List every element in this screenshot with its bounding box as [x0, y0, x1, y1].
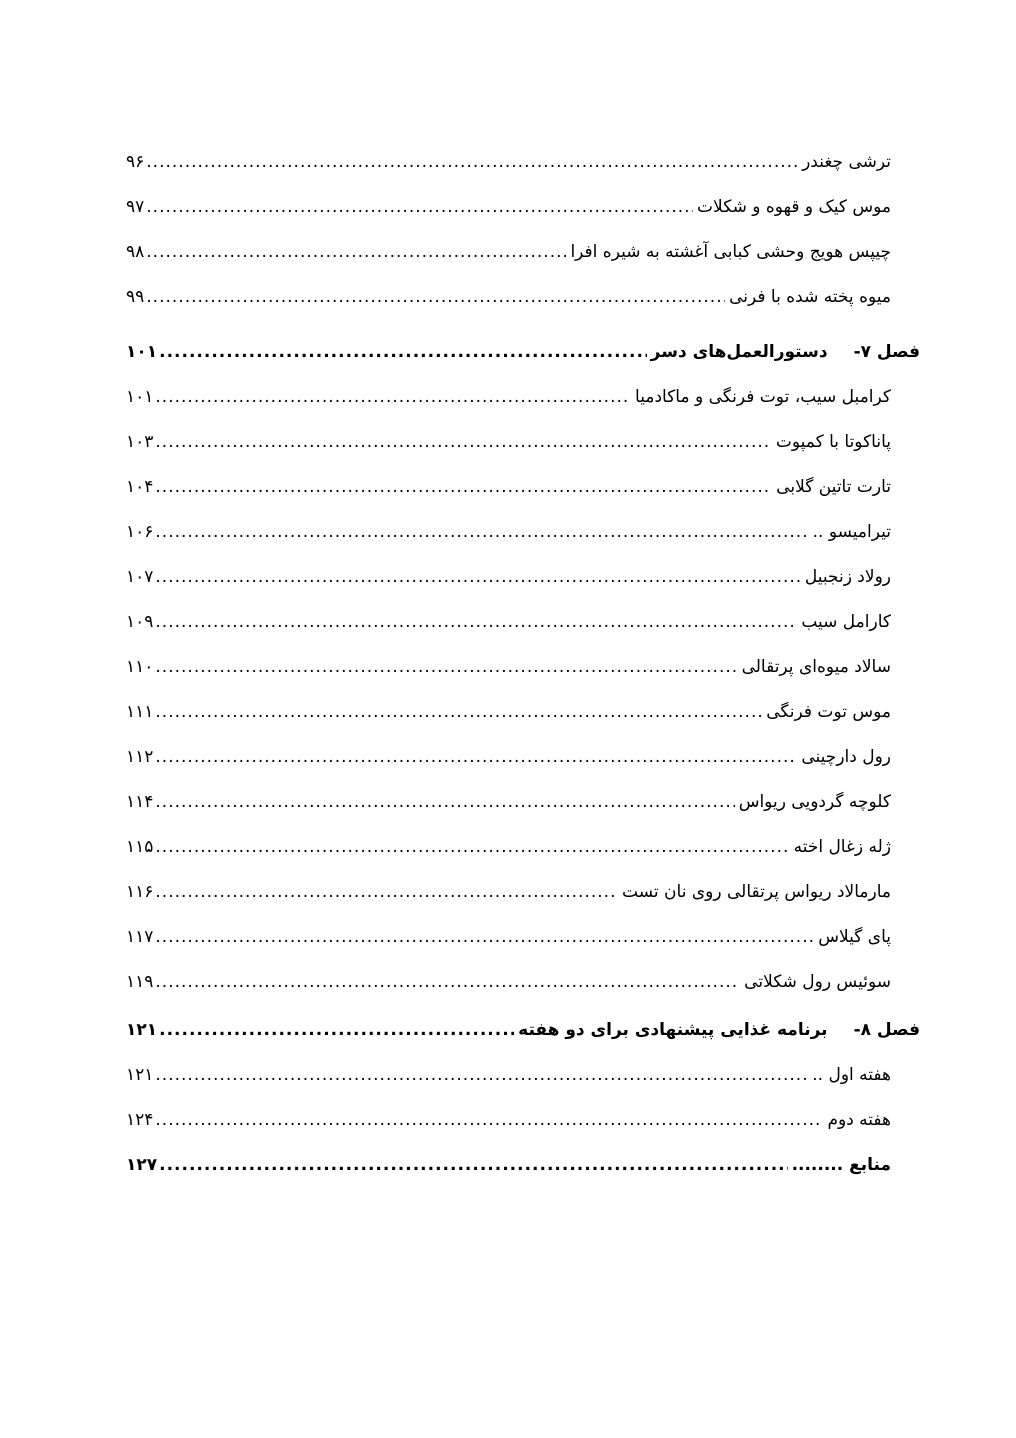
- dot-leader: [146, 235, 566, 269]
- dot-leader: [155, 695, 762, 729]
- dot-leader: [155, 560, 800, 594]
- toc-sources[interactable]: [126, 1148, 891, 1182]
- toc-chapter-7[interactable]: [126, 335, 920, 369]
- dot-leader: [146, 145, 798, 179]
- toc-entry-page: ۱۲۱: [126, 1065, 154, 1085]
- toc-entry[interactable]: [126, 235, 891, 269]
- toc-entry[interactable]: [126, 1103, 891, 1137]
- sources-title: منابع ........: [791, 1155, 891, 1175]
- dot-leader: [155, 1058, 808, 1092]
- toc-entry-page: ۹۹: [126, 287, 145, 307]
- toc-entry-page: ۱۰۷: [126, 567, 154, 587]
- dot-leader: [155, 470, 772, 504]
- toc-entry-title: پاناکوتا با کمپوت: [775, 432, 891, 452]
- toc-entry-page: ۱۰۳: [126, 432, 154, 452]
- toc-entry-title: رولاد زنجبیل: [804, 567, 891, 587]
- toc-entry-title: رول دارچینی: [801, 747, 891, 767]
- dot-leader: [155, 740, 797, 774]
- toc-entry-title: هفته دوم: [827, 1110, 891, 1130]
- dot-leader: [146, 190, 693, 224]
- toc-entry-title: تیرامیسو ..: [812, 522, 891, 542]
- toc-entry[interactable]: [126, 920, 891, 954]
- toc-entry-title: سوئیس رول شکلاتی: [744, 972, 891, 992]
- toc-entry[interactable]: [126, 425, 891, 459]
- toc-entry[interactable]: [126, 280, 891, 314]
- toc-entry-title: میوه پخته شده با فرنی: [729, 287, 891, 307]
- toc-entry-page: ۹۶: [126, 152, 145, 172]
- toc-entry[interactable]: [126, 515, 891, 549]
- toc-entry-title: چیپس هویج وحشی کبابی آغشته به شیره افرا: [570, 242, 891, 262]
- chapter-page: ۱۲۱: [126, 1020, 158, 1040]
- toc-entry-page: ۹۸: [126, 242, 145, 262]
- dot-leader: [155, 605, 797, 639]
- chapter-page: ۱۰۱: [126, 342, 158, 362]
- toc-entry[interactable]: [126, 875, 891, 909]
- toc-entry-page: ۱۱۵: [126, 837, 154, 857]
- toc-entry[interactable]: [126, 740, 891, 774]
- toc-entry-title: ترشی چغندر: [802, 152, 891, 172]
- dot-leader: [155, 1103, 823, 1137]
- toc-entry[interactable]: [126, 560, 891, 594]
- chapter-title: دستورالعمل‌های دسر: [650, 342, 828, 362]
- dot-leader: [159, 1148, 787, 1182]
- toc-entry[interactable]: [126, 380, 891, 414]
- dot-leader: [146, 280, 725, 314]
- toc-entry[interactable]: [126, 605, 891, 639]
- toc-entry-page: ۱۲۴: [126, 1110, 154, 1130]
- dot-leader: [155, 875, 618, 909]
- toc-entry[interactable]: [126, 695, 891, 729]
- sources-page: ۱۲۷: [126, 1155, 158, 1175]
- dot-leader: [155, 515, 808, 549]
- toc-entry-title: پای گیلاس: [818, 927, 891, 947]
- chapter-number: فصل ۸-: [853, 1020, 920, 1040]
- toc-entry-page: ۱۱۲: [126, 747, 154, 767]
- dot-leader: [155, 650, 737, 684]
- toc-entry[interactable]: [126, 470, 891, 504]
- toc-entry-title: کرامبل سیب، توت فرنگی و ماکادمیا: [635, 387, 891, 407]
- dot-leader: [155, 965, 740, 999]
- toc-entry-page: ۱۰۱: [126, 387, 154, 407]
- toc-entry-page: ۱۱۱: [126, 702, 154, 722]
- dot-leader: [159, 1013, 514, 1047]
- toc-entry-title: موس توت فرنگی: [766, 702, 891, 722]
- toc-chapter-8[interactable]: [126, 1013, 920, 1047]
- toc-entry-title: سالاد میوه‌ای پرتقالی: [741, 657, 891, 677]
- dot-leader: [155, 425, 771, 459]
- chapter-number: فصل ۷-: [853, 342, 920, 362]
- toc-entry[interactable]: [126, 965, 891, 999]
- toc-entry-page: ۹۷: [126, 197, 145, 217]
- toc-entry-page: ۱۱۴: [126, 792, 154, 812]
- toc-entry-title: کارامل سیب: [801, 612, 891, 632]
- toc-entry[interactable]: [126, 190, 891, 224]
- toc-entry-title: موس کیک و قهوه و شکلات: [697, 197, 891, 217]
- toc-entry[interactable]: [126, 145, 891, 179]
- dot-leader: [155, 920, 814, 954]
- toc-entry-page: ۱۱۶: [126, 882, 154, 902]
- toc-entry[interactable]: [126, 830, 891, 864]
- toc-entry-page: ۱۱۷: [126, 927, 154, 947]
- toc-entry-title: تارت تاتین گلابی: [776, 477, 891, 497]
- toc-entry-title: کلوچه گردویی ریواس: [738, 792, 891, 812]
- dot-leader: [155, 785, 734, 819]
- toc-entry-page: ۱۰۹: [126, 612, 154, 632]
- toc-entry-page: ۱۰۶: [126, 522, 154, 542]
- toc-entry-title: مارمالاد ریواس پرتقالی روی نان تست: [622, 882, 891, 902]
- dot-leader: [155, 830, 789, 864]
- toc-entry[interactable]: [126, 650, 891, 684]
- dot-leader: [155, 380, 631, 414]
- dot-leader: [159, 335, 647, 369]
- toc-entry-title: هفته اول ..: [812, 1065, 891, 1085]
- chapter-title: برنامه غذایی پیشنهادی برای دو هفته: [518, 1020, 828, 1040]
- toc-entry-title: ژله زغال اخته: [793, 837, 891, 857]
- toc-entry-page: ۱۰۴: [126, 477, 154, 497]
- toc-entry[interactable]: [126, 1058, 891, 1092]
- toc-entry[interactable]: [126, 785, 891, 819]
- toc-entry-page: ۱۱۹: [126, 972, 154, 992]
- toc-entry-page: ۱۱۰: [126, 657, 154, 677]
